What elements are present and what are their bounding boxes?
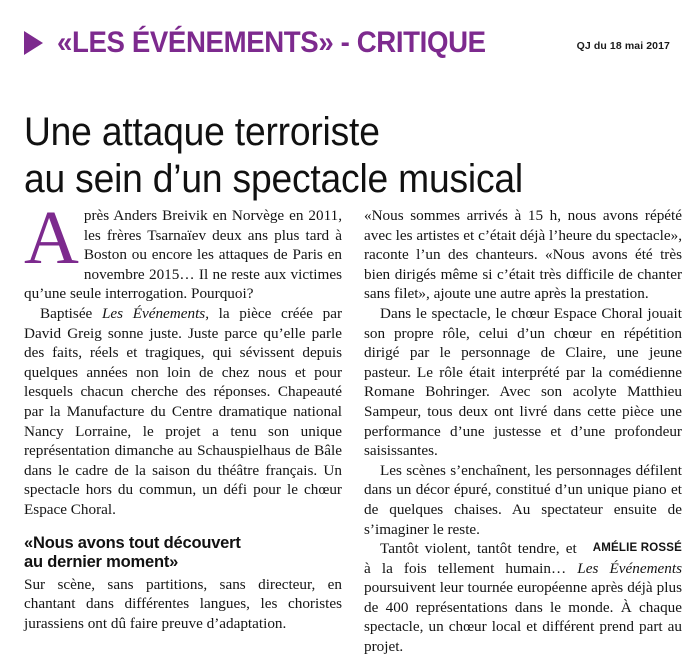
headline-line-1: Une attaque terroriste — [24, 109, 380, 154]
left-column — [24, 196, 343, 654]
paragraph-choir-role: Dans le spectacle, le chœur Espace Choral jouait son propre rôle, celui d’un chœur en répétition dirigé par le personnage de Claire, une jeune pasteur. Le rôle était interprété par la comédienne Romane Bohringer. Avec son acolyte Matthieu Sampeur, tous deux ont livré dans cette pièce une performance d’une justesse et d’une profondeur saisissantes. — [364, 304, 682, 460]
paragraph-scenes: Les scènes s’enchaînent, les personnages défilent dans un décor épuré, constitué d’un unique piano et de quelques chaises. Au spectateur ensuite de s’imaginer le reste. — [364, 461, 682, 538]
play-title-italic-1: Les Événements — [101, 304, 206, 322]
play-triangle-icon — [24, 31, 43, 55]
paragraph-tour-text-a: Tantôt violent, tantôt tendre, et à la fois tellement humain… — [364, 540, 578, 577]
paragraph-quote-singers: «Nous sommes arrivés à 15 h, nous avons répété avec les artistes et c’était déjà l’heure du spectacle», raconte l’un des chanteurs. «Nous avons été très bien dirigés même si c’était très difficile de chanter sans filet», ajoute une autre après la prestation. — [364, 207, 682, 303]
paragraph-tour-text-b: poursuivent leur tournée européenne après déjà plus de 400 représentations dans le monde. À chaque spectacle, un chœur local et différent prend part au projet. — [364, 579, 682, 656]
subheading-line-2: au dernier moment» — [24, 553, 179, 571]
paragraph-intro-text: près Anders Breivik en Norvège en 2011, les frères Tsarnaïev deux ans plus tard à Boston ou encore les attaques de Paris en novembre 2015… Il ne reste aux victimes qu’une seule interrogation. Pourquoi? — [24, 207, 342, 303]
publication-date: QJ du 18 mai 2017 — [576, 40, 670, 52]
paragraph-intro: A près Anders Breivik en Norvège en 2011, les frères Tsarnaïev deux ans plus tard à Boston ou encore les attaques de Paris en novembre 2015… Il ne reste aux victimes qu’une seule interrogation. Pourquoi? — [24, 196, 342, 303]
byline: AMÉLIE ROSSÉ — [592, 542, 682, 555]
kicker-header — [24, 22, 682, 64]
headline-line-2: au sein d’un spectacle musical — [24, 156, 523, 201]
right-column — [364, 206, 682, 654]
paragraph-stage: Sur scène, sans partitions, sans directeur, en chantant dans différentes langues, les choristes jurassiens ont dû faire preuve d’adaptation. — [24, 575, 342, 632]
paragraph-production-text-b: , la pièce créée par David Greig sonne juste. Juste parce qu’elle parle des faits, réels et tragiques, qui sévissent depuis quelques années non loin de chez nous et pour lesquels chacun cherche des réponses. Chapeauté par la Manufacture du Centre dramatique national Nancy Lorraine, le projet a tenu son unique représentation dimanche au Schauspielhaus de Bâle dans le cadre de la saison du théâtre français. Un spectacle hors du commun, un défi pour le chœur Espace Choral. — [24, 304, 343, 518]
paragraph-production — [24, 304, 342, 520]
article-body — [24, 196, 683, 656]
section-subheading — [24, 534, 342, 573]
page-title — [24, 109, 619, 203]
paragraph-production-text-a: Baptisée — [40, 304, 102, 322]
kicker-title: «LES ÉVÉNEMENTS» - CRITIQUE — [57, 26, 486, 59]
paragraph-tour — [364, 539, 682, 657]
subheading-line-1: «Nous avons tout découvert — [24, 533, 241, 552]
play-title-italic-2: Les Événements — [577, 559, 683, 577]
